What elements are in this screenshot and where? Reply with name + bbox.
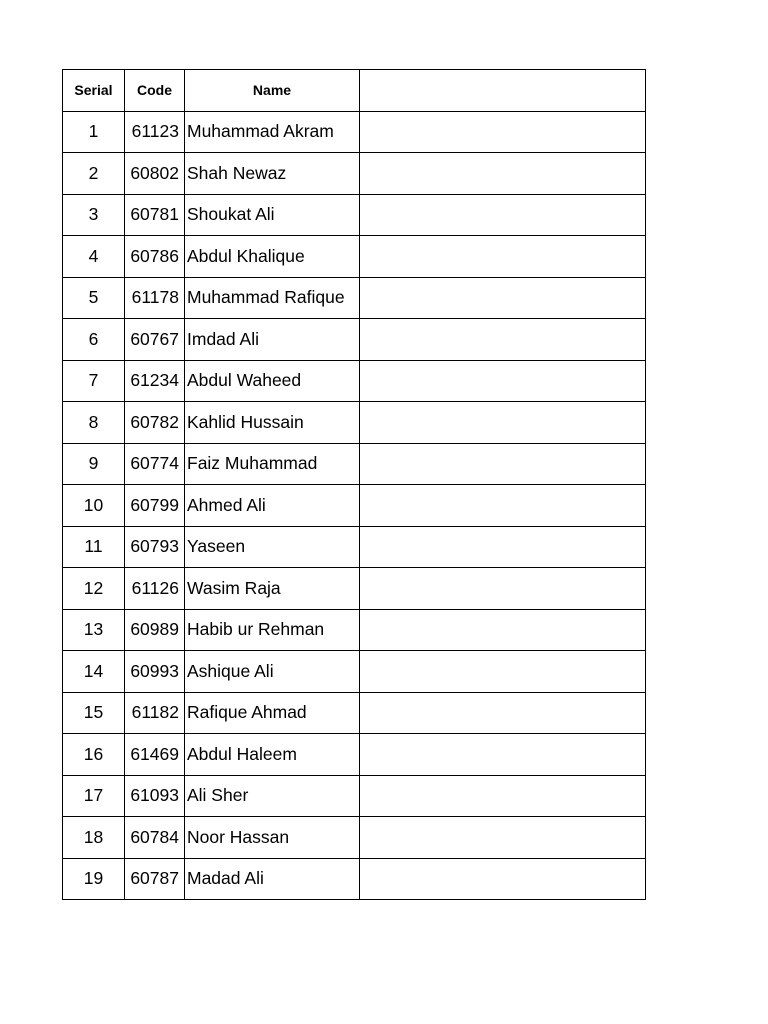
employee-table xyxy=(62,69,646,900)
name-cell: Shah Newaz xyxy=(185,153,360,195)
table-row xyxy=(63,775,646,817)
table-header-row xyxy=(63,70,646,112)
table-row xyxy=(63,319,646,361)
serial-cell: 16 xyxy=(63,734,125,776)
blank-cell xyxy=(360,568,646,610)
blank-cell xyxy=(360,236,646,278)
name-cell: Habib ur Rehman xyxy=(185,609,360,651)
serial-cell: 11 xyxy=(63,526,125,568)
table-body xyxy=(63,111,646,900)
serial-cell: 7 xyxy=(63,360,125,402)
serial-cell: 15 xyxy=(63,692,125,734)
blank-cell xyxy=(360,609,646,651)
serial-cell: 2 xyxy=(63,153,125,195)
code-cell: 60767 xyxy=(125,319,185,361)
table-row xyxy=(63,153,646,195)
blank-cell xyxy=(360,817,646,859)
serial-cell: 17 xyxy=(63,775,125,817)
code-cell: 60786 xyxy=(125,236,185,278)
table-row xyxy=(63,692,646,734)
blank-cell xyxy=(360,319,646,361)
code-cell: 60787 xyxy=(125,858,185,900)
name-cell: Faiz Muhammad xyxy=(185,443,360,485)
table-row xyxy=(63,485,646,527)
name-cell: Abdul Haleem xyxy=(185,734,360,776)
table-row xyxy=(63,236,646,278)
table-row xyxy=(63,360,646,402)
serial-cell: 3 xyxy=(63,194,125,236)
code-cell: 60774 xyxy=(125,443,185,485)
header-code: Code xyxy=(125,70,185,112)
code-cell: 60781 xyxy=(125,194,185,236)
blank-cell xyxy=(360,402,646,444)
name-cell: Shoukat Ali xyxy=(185,194,360,236)
name-cell: Muhammad Akram xyxy=(185,111,360,153)
serial-cell: 5 xyxy=(63,277,125,319)
serial-cell: 4 xyxy=(63,236,125,278)
name-cell: Wasim Raja xyxy=(185,568,360,610)
code-cell: 60793 xyxy=(125,526,185,568)
name-cell: Noor Hassan xyxy=(185,817,360,859)
code-cell: 60989 xyxy=(125,609,185,651)
serial-cell: 9 xyxy=(63,443,125,485)
blank-cell xyxy=(360,858,646,900)
serial-cell: 10 xyxy=(63,485,125,527)
table-row xyxy=(63,858,646,900)
serial-cell: 14 xyxy=(63,651,125,693)
blank-cell xyxy=(360,526,646,568)
blank-cell xyxy=(360,277,646,319)
serial-cell: 8 xyxy=(63,402,125,444)
table-row xyxy=(63,402,646,444)
code-cell: 60799 xyxy=(125,485,185,527)
name-cell: Ashique Ali xyxy=(185,651,360,693)
blank-cell xyxy=(360,111,646,153)
table-row xyxy=(63,609,646,651)
code-cell: 61469 xyxy=(125,734,185,776)
name-cell: Imdad Ali xyxy=(185,319,360,361)
header-serial: Serial xyxy=(63,70,125,112)
code-cell: 61234 xyxy=(125,360,185,402)
blank-cell xyxy=(360,153,646,195)
name-cell: Madad Ali xyxy=(185,858,360,900)
serial-cell: 12 xyxy=(63,568,125,610)
table-row xyxy=(63,817,646,859)
header-name: Name xyxy=(185,70,360,112)
blank-cell xyxy=(360,194,646,236)
name-cell: Abdul Khalique xyxy=(185,236,360,278)
name-cell: Ali Sher xyxy=(185,775,360,817)
code-cell: 61123 xyxy=(125,111,185,153)
code-cell: 61093 xyxy=(125,775,185,817)
serial-cell: 18 xyxy=(63,817,125,859)
code-cell: 61178 xyxy=(125,277,185,319)
name-cell: Ahmed Ali xyxy=(185,485,360,527)
table-row xyxy=(63,194,646,236)
blank-cell xyxy=(360,360,646,402)
name-cell: Kahlid Hussain xyxy=(185,402,360,444)
table-row xyxy=(63,651,646,693)
blank-cell xyxy=(360,734,646,776)
blank-cell xyxy=(360,651,646,693)
blank-cell xyxy=(360,775,646,817)
code-cell: 60802 xyxy=(125,153,185,195)
name-cell: Yaseen xyxy=(185,526,360,568)
serial-cell: 1 xyxy=(63,111,125,153)
table-row xyxy=(63,111,646,153)
code-cell: 60784 xyxy=(125,817,185,859)
code-cell: 60993 xyxy=(125,651,185,693)
name-cell: Rafique Ahmad xyxy=(185,692,360,734)
serial-cell: 6 xyxy=(63,319,125,361)
code-cell: 60782 xyxy=(125,402,185,444)
table-row xyxy=(63,443,646,485)
table-row xyxy=(63,568,646,610)
name-cell: Abdul Waheed xyxy=(185,360,360,402)
table-row xyxy=(63,526,646,568)
blank-cell xyxy=(360,692,646,734)
blank-cell xyxy=(360,485,646,527)
blank-cell xyxy=(360,443,646,485)
code-cell: 61126 xyxy=(125,568,185,610)
table-row xyxy=(63,277,646,319)
serial-cell: 13 xyxy=(63,609,125,651)
table-row xyxy=(63,734,646,776)
header-blank xyxy=(360,70,646,112)
name-cell: Muhammad Rafique xyxy=(185,277,360,319)
serial-cell: 19 xyxy=(63,858,125,900)
code-cell: 61182 xyxy=(125,692,185,734)
